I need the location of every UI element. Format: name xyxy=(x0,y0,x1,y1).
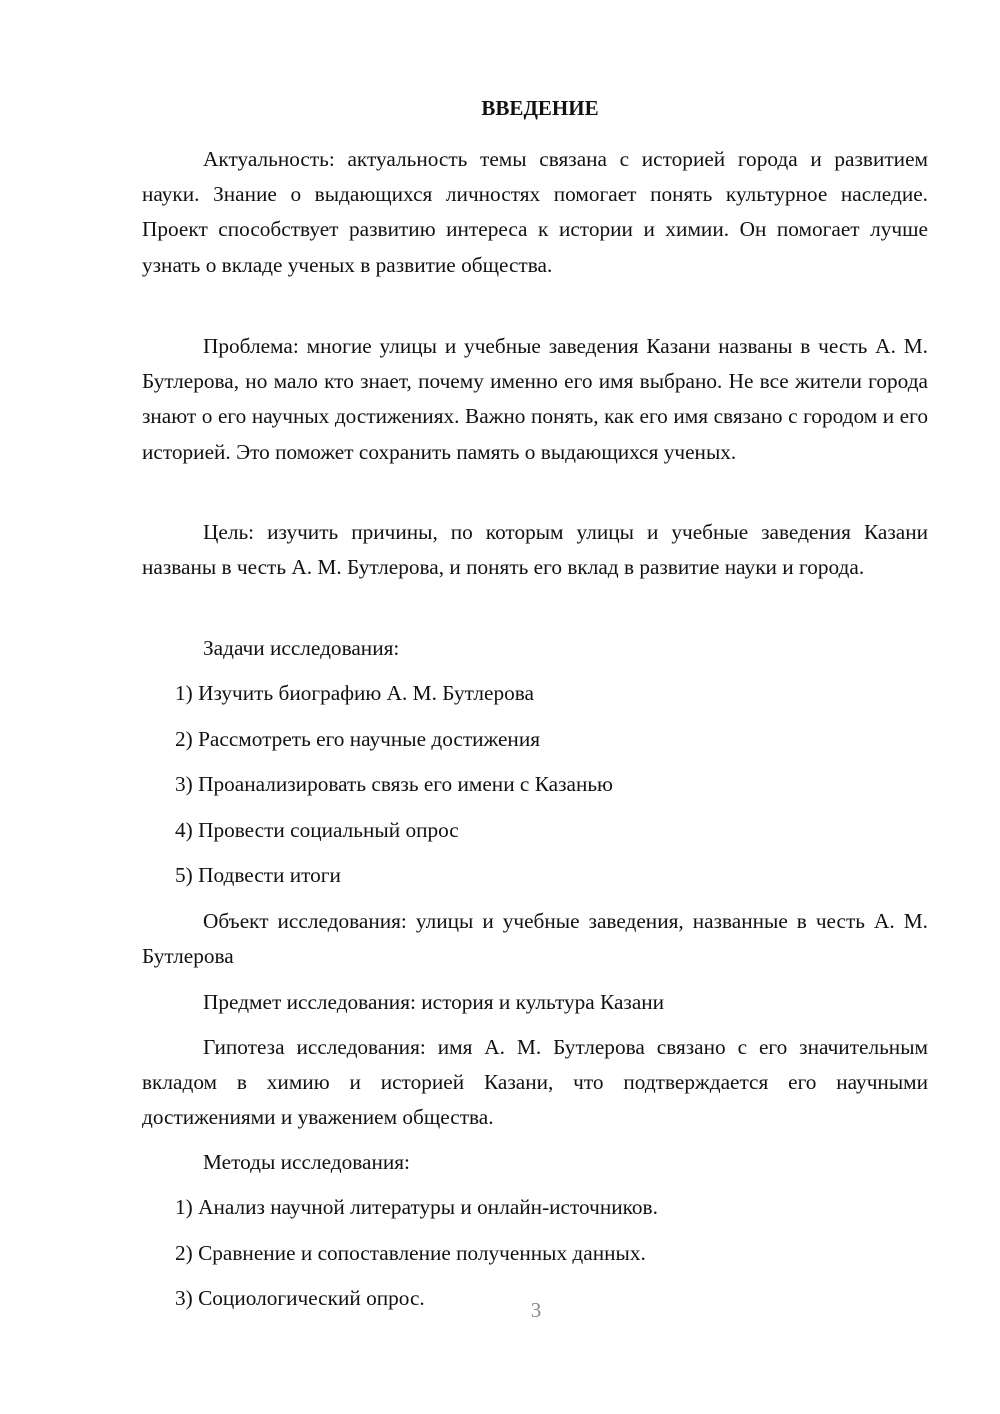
page-number: 3 xyxy=(530,1298,542,1322)
task-item: 5) Подвести итоги xyxy=(175,863,341,887)
problem-paragraph: Проблема: многие улицы и учебные заведения Казани названы в честь А. М. Бутлерова, но мало кто знает, почему именно его имя выбрано. Не все жители города знают о его научных достижениях. Важно понять, как его имя связано с городом и его историей. Это поможет сохранить память о выдающихся ученых. xyxy=(142,334,928,464)
method-item: 3) Социологический опрос. xyxy=(175,1286,425,1310)
method-item: 2) Сравнение и сопоставление полученных данных. xyxy=(175,1241,646,1265)
methods-heading: Методы исследования: xyxy=(203,1150,410,1174)
task-item: 1) Изучить биографию А. М. Бутлерова xyxy=(175,681,534,705)
object-paragraph: Объект исследования: улицы и учебные заведения, названные в честь А. М. Бутлерова xyxy=(142,909,928,969)
method-item: 1) Анализ научной литературы и онлайн-источников. xyxy=(175,1195,658,1219)
task-item: 4) Провести социальный опрос xyxy=(175,818,459,842)
hypothesis-paragraph: Гипотеза исследования: имя А. М. Бутлерова связано с его значительным вкладом в химию и историей Казани, что подтверждается его научными достижениями и уважением общества. xyxy=(142,1035,928,1130)
tasks-heading: Задачи исследования: xyxy=(203,636,400,660)
subject-paragraph: Предмет исследования: история и культура Казани xyxy=(203,990,665,1014)
goal-paragraph: Цель: изучить причины, по которым улицы и учебные заведения Казани названы в честь А. М. Бутлерова, и понять его вклад в развитие науки и города. xyxy=(142,520,928,580)
relevance-paragraph: Актуальность: актуальность темы связана с историей города и развитием науки. Знание о выдающихся личностях помогает понять культурное наследие. Проект способствует развитию интереса к истории и химии. Он помогает лучше узнать о вкладе ученых в развитие общества. xyxy=(142,147,928,277)
task-item: 2) Рассмотреть его научные достижения xyxy=(175,727,541,751)
task-item: 3) Проанализировать связь его имени с Казанью xyxy=(175,772,613,796)
page-heading: ВВЕДЕНИЕ xyxy=(481,96,599,120)
